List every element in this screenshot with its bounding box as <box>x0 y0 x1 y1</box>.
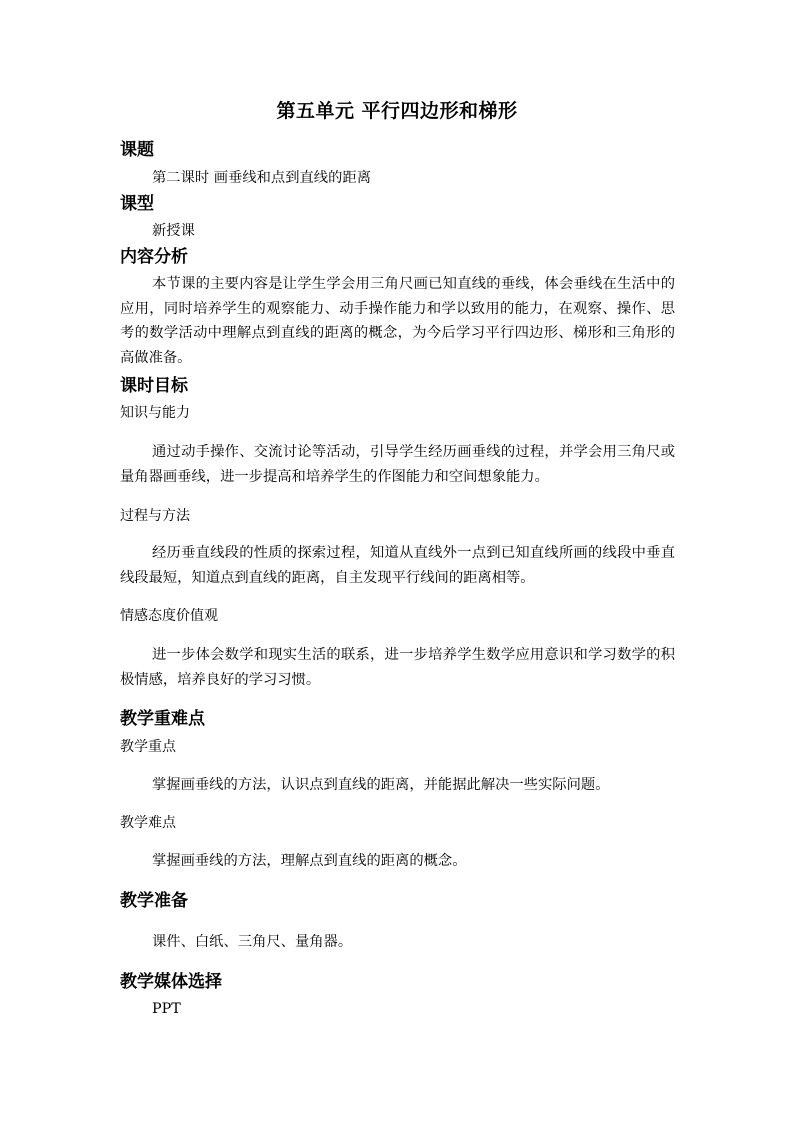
content-analysis-text: 本节课的主要内容是让学生学会用三角尺画已知直线的垂线，体会垂线在生活中的应用，同时培养学生的观察能力、动手操作能力和学以致用的能力，在观察、操作、思考的数学活动中理解点到直线的距离的概念，为今后学习平行四边形、梯形和三角形的高做准备。 <box>120 276 675 366</box>
media-text: PPT <box>152 1001 181 1017</box>
heading-media: 教学媒体选择 <box>120 972 222 992</box>
subheading-focus: 教学重点 <box>120 739 176 755</box>
document-title: 第五单元 平行四边形和梯形 <box>276 100 518 122</box>
heading-topic: 课题 <box>120 140 154 160</box>
heading-key-points: 教学重难点 <box>120 709 205 729</box>
heading-lesson-type: 课型 <box>120 194 154 214</box>
subheading-process: 过程与方法 <box>120 508 190 524</box>
emotion-text: 进一步体会数学和现实生活的联系，进一步培养学生数学应用意识和学习数学的积极情感，培养良好的学习习惯。 <box>120 647 675 688</box>
heading-preparation: 教学准备 <box>120 891 188 911</box>
topic-text: 第二课时 画垂线和点到直线的距离 <box>152 170 371 186</box>
focus-text: 掌握画垂线的方法，认识点到直线的距离，并能据此解决一些实际问题。 <box>152 777 610 793</box>
subheading-difficulty: 教学难点 <box>120 815 176 831</box>
knowledge-text: 通过动手操作、交流讨论等活动，引导学生经历画垂线的过程，并学会用三角尺或量角器画垂线，进一步提高和培养学生的作图能力和空间想象能力。 <box>120 444 675 485</box>
process-text: 经历垂直线段的性质的探索过程，知道从直线外一点到已知直线所画的线段中垂直线段最短，知道点到直线的距离，自主发现平行线间的距离相等。 <box>120 545 675 586</box>
lesson-type-text: 新授课 <box>152 223 195 239</box>
subheading-emotion: 情感态度价值观 <box>120 608 218 624</box>
subheading-knowledge: 知识与能力 <box>120 405 190 421</box>
heading-content-analysis: 内容分析 <box>120 247 188 267</box>
preparation-text: 课件、白纸、三角尺、量角器。 <box>152 934 353 950</box>
difficulty-text: 掌握画垂线的方法，理解点到直线的距离的概念。 <box>152 853 467 869</box>
heading-objectives: 课时目标 <box>120 376 188 396</box>
